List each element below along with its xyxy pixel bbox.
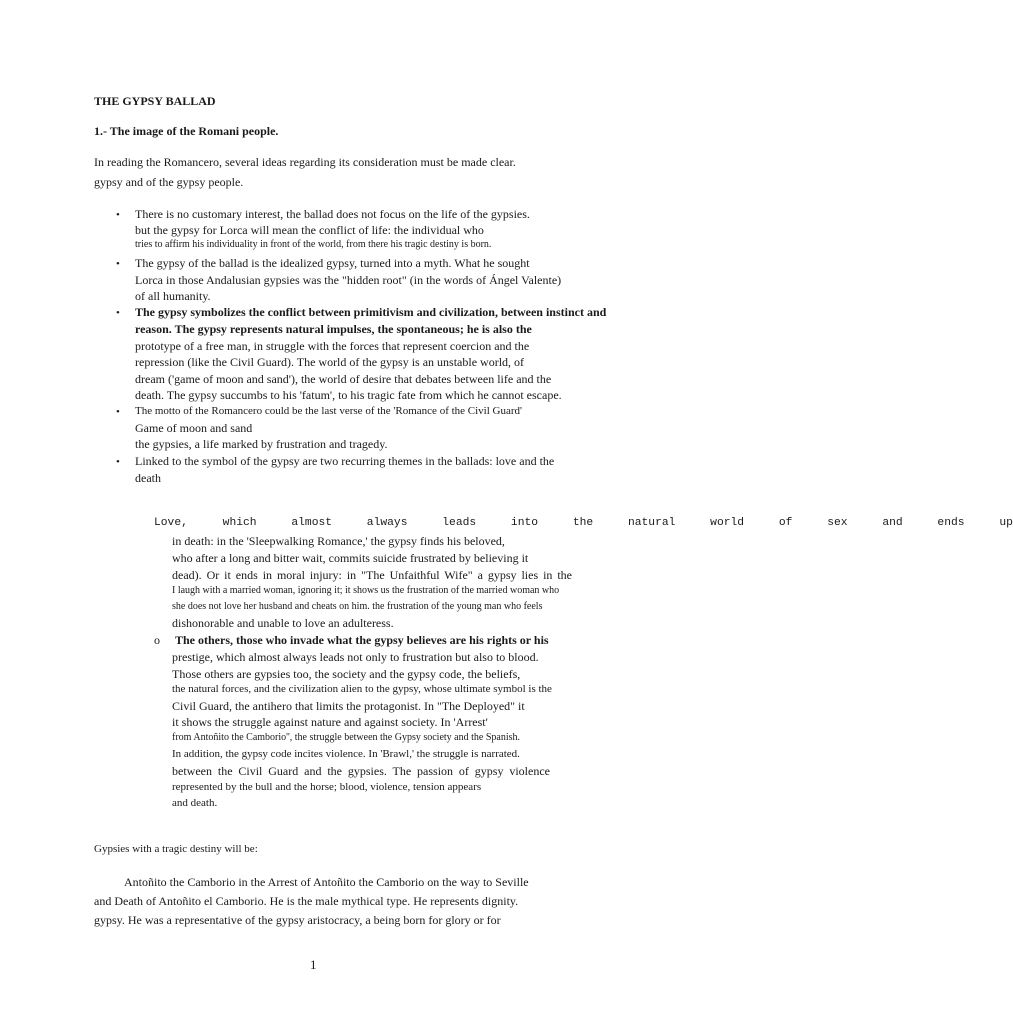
love-line: who after a long and bitter wait, commits suicide frustrated by believing it (172, 551, 529, 565)
bullet-text-bold: reason. The gypsy represents natural impulses, the spontaneous; he is also the (135, 322, 532, 336)
bullet-text: death (135, 471, 161, 485)
intro-line: gypsy and of the gypsy people. (94, 175, 244, 189)
bullet-text: Game of moon and sand (135, 421, 253, 435)
bullet-text: Lorca in those Andalusian gypsies was the "hidden root" (in the words of Ángel Valente) (135, 273, 562, 287)
bullet-text: prototype of a free man, in struggle with the forces that represent coercion and the (135, 339, 530, 353)
bullet-text: The gypsy of the ballad is the idealized gypsy, turned into a myth. What he sought (135, 256, 530, 270)
bullet-text: the gypsies, a life marked by frustration and tragedy. (135, 437, 388, 451)
others-line: Civil Guard, the antihero that limits the protagonist. In "The Deployed" it (172, 699, 525, 713)
love-line: dead). Or it ends in moral injury: in "The Unfaithful Wife" a gypsy lies in the (172, 568, 572, 582)
bullet-marker: • (116, 406, 120, 418)
others-line: it shows the struggle against nature and against society. In 'Arrest' (172, 715, 488, 729)
bullet-marker: • (116, 307, 120, 319)
others-line: Those others are gypsies too, the society and the gypsy code, the beliefs, (172, 667, 521, 681)
closing-line: Antoñito the Camborio in the Arrest of Antoñito the Camborio on the way to Seville (124, 875, 529, 889)
bullet-text: but the gypsy for Lorca will mean the conflict of life: the individual who (135, 223, 484, 237)
love-line: I laugh with a married woman, ignoring it; it shows us the frustration of the married woman who (172, 585, 560, 596)
love-line-mono: Love, which almost always leads into the natural world of sex and ends up (154, 517, 1013, 529)
bullet-text: The motto of the Romancero could be the last verse of the 'Romance of the Civil Guard' (135, 405, 523, 417)
bullet-marker: • (116, 258, 120, 270)
others-line: between the Civil Guard and the gypsies. The passion of gypsy violence (172, 764, 550, 778)
page-number: 1 (310, 957, 317, 972)
bullet-marker: • (116, 209, 120, 221)
others-line: from Antoñito the Camborio'', the struggle between the Gypsy society and the Spanish. (172, 732, 520, 743)
bullet-marker: • (116, 456, 120, 468)
others-line: represented by the bull and the horse; blood, violence, tension appears (172, 781, 482, 793)
bullet-text: dream ('game of moon and sand'), the world of desire that debates between life and the (135, 372, 552, 386)
document-title: THE GYPSY BALLAD (94, 94, 216, 108)
intro-line: In reading the Romancero, several ideas regarding its consideration must be made clear. (94, 155, 516, 169)
others-line-bold: The others, those who invade what the gypsy believes are his rights or his (175, 633, 549, 647)
section-heading: 1.- The image of the Romani people. (94, 124, 279, 138)
others-line: prestige, which almost always leads not only to frustration but also to blood. (172, 650, 539, 664)
closing-line: and Death of Antoñito el Camborio. He is the male mythical type. He represents dignity. (94, 894, 519, 908)
others-line: In addition, the gypsy code incites violence. In 'Brawl,' the struggle is narrated. (172, 748, 520, 760)
bullet-text: tries to affirm his individuality in front of the world, from there his tragic destiny is born. (135, 239, 492, 250)
bullet-text: death. The gypsy succumbs to his 'fatum', to his tragic fate from which he cannot escape. (135, 388, 562, 402)
tragic-heading: Gypsies with a tragic destiny will be: (94, 843, 258, 855)
list-marker-circle: o (154, 633, 160, 647)
bullet-text: There is no customary interest, the ballad does not focus on the life of the gypsies. (135, 207, 530, 221)
bullet-text: repression (like the Civil Guard). The world of the gypsy is an unstable world, of (135, 355, 525, 369)
love-line: in death: in the 'Sleepwalking Romance,' the gypsy finds his beloved, (172, 534, 505, 548)
bullet-text: of all humanity. (135, 289, 211, 303)
bullet-text-bold: The gypsy symbolizes the conflict between primitivism and civilization, between instinct and (135, 305, 607, 319)
love-line: dishonorable and unable to love an adulteress. (172, 616, 394, 630)
bullet-text: Linked to the symbol of the gypsy are two recurring themes in the ballads: love and the (135, 454, 555, 468)
love-line: she does not love her husband and cheats on him. the frustration of the young man who feels (172, 601, 543, 612)
others-line: and death. (172, 797, 218, 809)
closing-line: gypsy. He was a representative of the gypsy aristocracy, a being born for glory or for (94, 913, 501, 927)
others-line: the natural forces, and the civilization alien to the gypsy, whose ultimate symbol is the (172, 683, 552, 695)
